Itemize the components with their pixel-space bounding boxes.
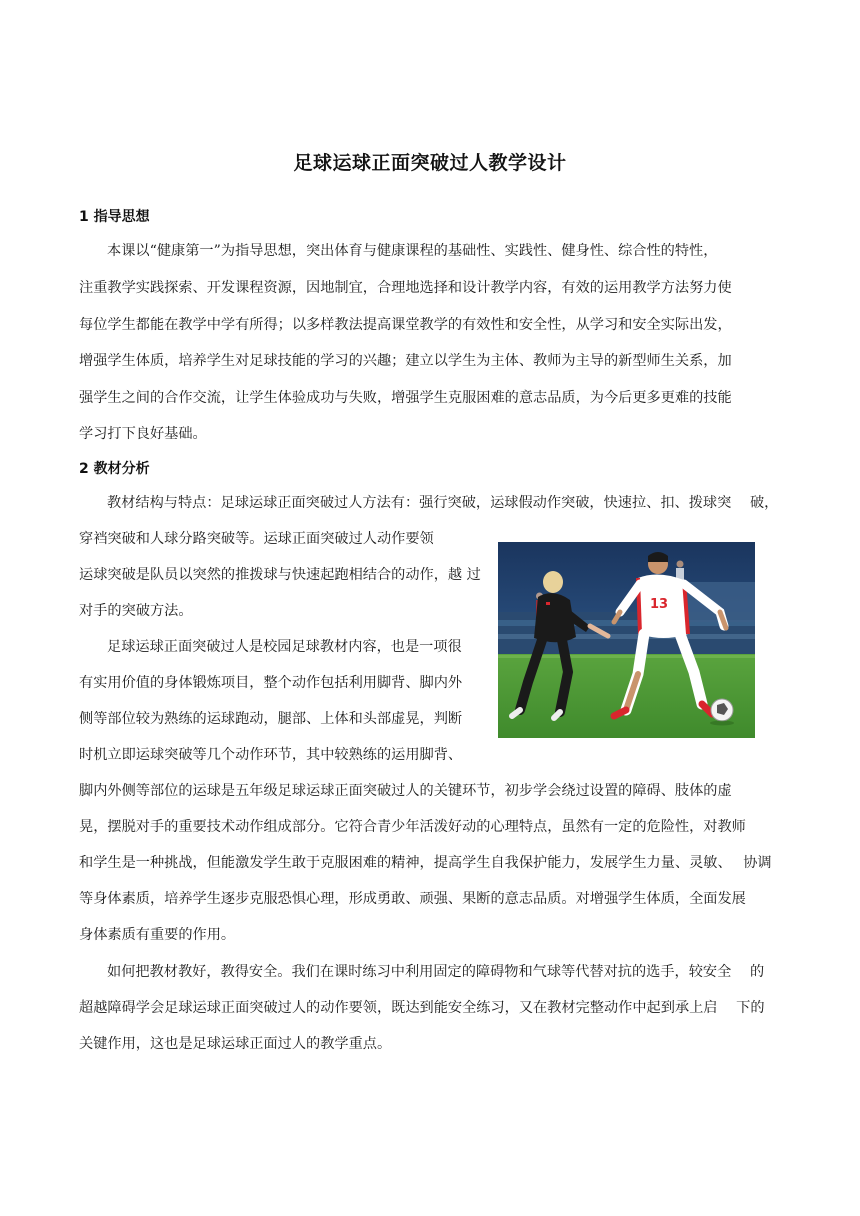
paragraph-line: 运球突破是队员以突然的推拨球与快速起跑相结合的动作，越 过 — [79, 567, 481, 583]
soccer-players-illustration — [498, 542, 755, 738]
paragraph-line: 身体素质有重要的作用。 — [79, 927, 236, 943]
section-heading-guiding-ideology: 1 指导思想 — [79, 209, 150, 225]
paragraph-line: 等身体素质，培养学生逐步克服恐惧心理，形成勇敢、顽强、果断的意志品质。对增强学生体质，全面发展 — [79, 891, 746, 907]
paragraph-line: 教材结构与特点：足球运球正面突破过人方法有：强行突破，运球假动作突破，快速拉、扣、拨球突 破， — [107, 495, 779, 511]
paragraph-line: 对手的突破方法。 — [79, 603, 193, 619]
paragraph-line: 超越障碍学会足球运球正面突破过人的动作要领，既达到能安全练习，又在教材完整动作中起到承上启 下的 — [79, 1000, 765, 1016]
paragraph-line: 学习打下良好基础。 — [79, 426, 207, 442]
paragraph-line: 脚内外侧等部位的运球是五年级足球运球正面突破过人的关键环节，初步学会绕过设置的障碍、肢体的虚 — [79, 783, 732, 799]
document-title: 足球运球正面突破过人教学设计 — [293, 152, 567, 174]
paragraph-line: 关键作用，这也是足球运球正面过人的教学重点。 — [79, 1036, 392, 1052]
soccer-ball-icon — [711, 699, 733, 721]
paragraph-line: 穿裆突破和人球分路突破等。运球正面突破过人动作要领 — [79, 531, 434, 547]
paragraph-line: 本课以“健康第一”为指导思想，突出体育与健康课程的基础性、实践性、健身性、综合性的特性， — [107, 243, 718, 259]
paragraph-line: 晃，摆脱对手的重要技术动作组成部分。它符合青少年活泼好动的心理特点，虽然有一定的危险性，对教师 — [79, 819, 746, 835]
paragraph-line: 如何把教材教好，教得安全。我们在课时练习中利用固定的障碍物和气球等代替对抗的选手，较安全 的 — [107, 964, 765, 980]
paragraph-line: 每位学生都能在教学中学有所得；以多样教法提高课堂教学的有效性和安全性，从学习和安全实际出发， — [79, 317, 732, 333]
paragraph-line: 和学生是一种挑战，但能激发学生敢于克服困难的精神，提高学生自我保护能力，发展学生力量、灵敏、 协调 — [79, 855, 772, 871]
soccer-photo — [498, 542, 755, 738]
jersey-number: 13 — [650, 597, 669, 612]
paragraph-line: 注重教学实践探索、开发课程资源，因地制宜，合理地选择和设计教学内容，有效的运用教学方法努力使 — [79, 280, 732, 296]
paragraph-line: 侧等部位较为熟练的运球跑动，腿部、上体和头部虚晃，判断 — [79, 711, 463, 727]
paragraph-line: 时机立即运球突破等几个动作环节，其中较熟练的运用脚背、 — [79, 747, 463, 763]
paragraph-line: 有实用价值的身体锻炼项目，整个动作包括利用脚背、脚内外 — [79, 675, 463, 691]
section-heading-material-analysis: 2 教材分析 — [79, 461, 150, 477]
paragraph-line: 足球运球正面突破过人是校园足球教材内容，也是一项很 — [107, 639, 462, 655]
paragraph-line: 增强学生体质，培养学生对足球技能的学习的兴趣；建立以学生为主体、教师为主导的新型师生关系，加 — [79, 353, 732, 369]
paragraph-line: 强学生之间的合作交流，让学生体验成功与失败，增强学生克服困难的意志品质，为今后更多更难的技能 — [79, 390, 732, 406]
